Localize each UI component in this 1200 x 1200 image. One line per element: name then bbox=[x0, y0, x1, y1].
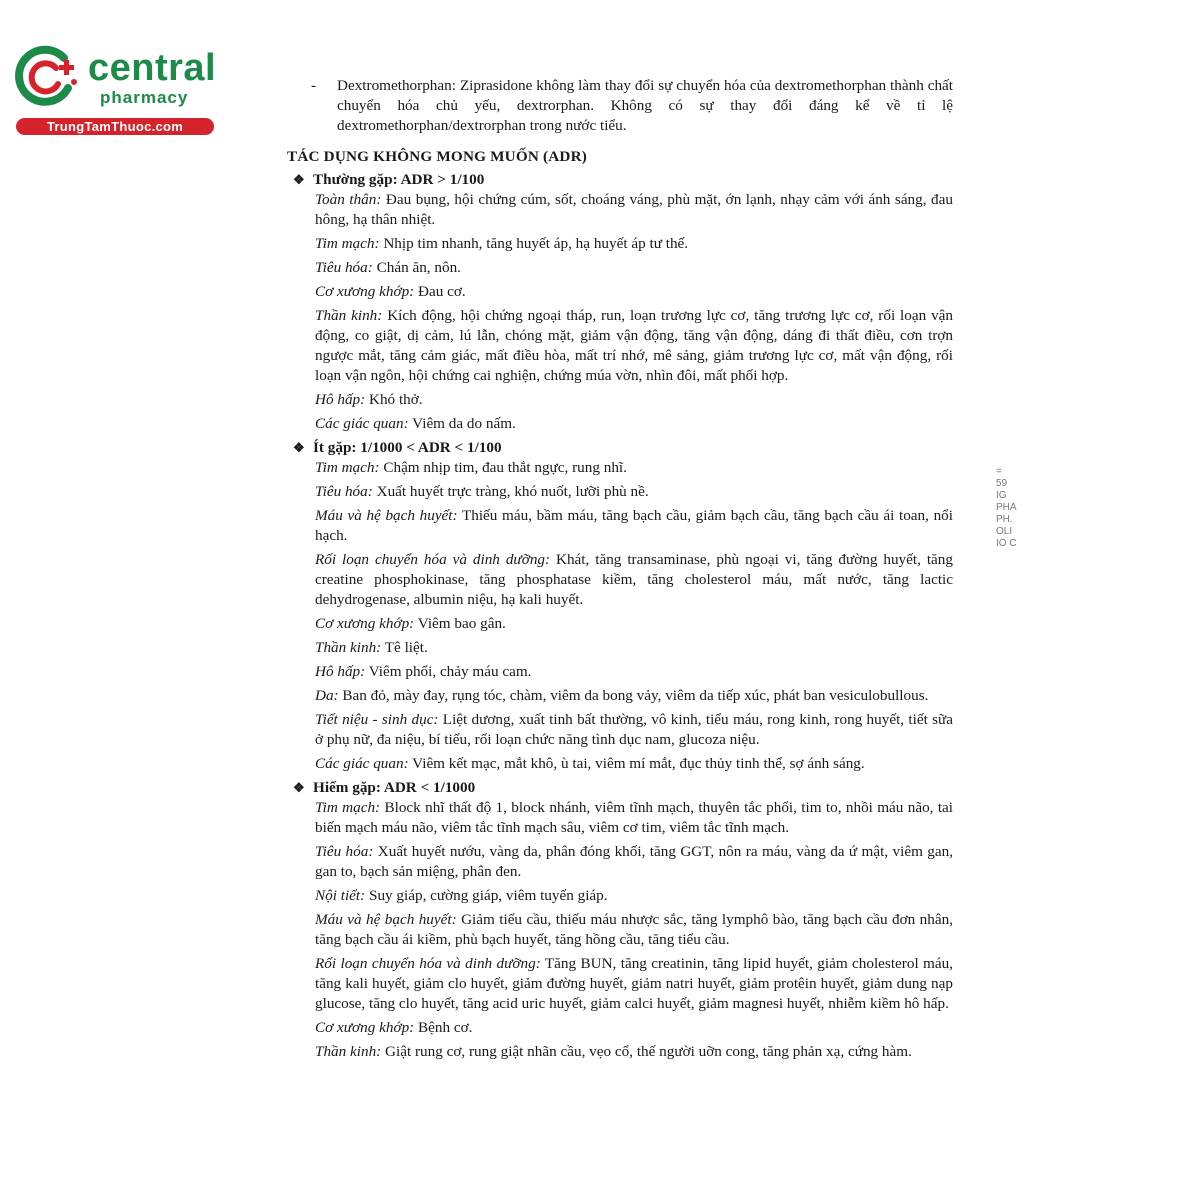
adr-entry bbox=[315, 506, 953, 546]
frequency-title: Ít gặp: 1/1000 < ADR < 1/100 bbox=[313, 439, 502, 456]
adr-entry bbox=[315, 614, 953, 634]
adr-effects-text: Viêm da do nấm. bbox=[408, 415, 516, 432]
organ-system-label: Cơ xương khớp: bbox=[315, 1019, 415, 1036]
adr-entry bbox=[315, 258, 953, 278]
stamp-fragment: = bbox=[996, 466, 1002, 477]
central-pharmacy-logo-icon bbox=[12, 40, 84, 112]
adr-effects-text: Block nhĩ thất độ 1, block nhánh, viêm tĩnh mạch, thuyên tắc phổi, tim to, nhồi máu não, tai biến mạch máu não, viêm tắc tĩnh mạch sâu, viêm cơ tim, viêm tắc tĩnh mạch. bbox=[315, 799, 954, 836]
organ-system-label: Thần kinh: bbox=[315, 639, 382, 656]
logo-subtitle: pharmacy bbox=[100, 88, 189, 107]
organ-system-label: Hô hấp: bbox=[315, 391, 366, 408]
stamp-fragment: IỒ C bbox=[996, 538, 1017, 549]
adr-entry bbox=[315, 842, 953, 882]
adr-sections bbox=[287, 170, 953, 1062]
organ-system-label: Nội tiết: bbox=[315, 887, 366, 904]
stamp-fragment: IG bbox=[996, 490, 1007, 501]
diamond-bullet-icon: ❖ bbox=[293, 440, 305, 455]
frequency-title: Thường gặp: ADR > 1/100 bbox=[313, 171, 485, 188]
logo-website-banner[interactable]: TrungTamThuoc.com bbox=[16, 118, 214, 135]
brand-logo[interactable] bbox=[8, 36, 223, 136]
adr-effects-text: Khó thở. bbox=[365, 391, 423, 408]
adr-effects-text: Ban đỏ, mày đay, rụng tóc, chàm, viêm da bong vảy, viêm da tiếp xúc, phát ban vesiculobullous. bbox=[338, 687, 929, 704]
stamp-fragment: OLI bbox=[996, 526, 1013, 537]
adr-entry bbox=[315, 798, 953, 838]
organ-system-label: Tiêu hóa: bbox=[315, 843, 374, 860]
adr-effects-text: Nhịp tim nhanh, tăng huyết áp, hạ huyết áp tư thế. bbox=[379, 235, 689, 252]
organ-system-label: Cơ xương khớp: bbox=[315, 615, 415, 632]
organ-system-label: Rối loạn chuyển hóa và dinh dưỡng: bbox=[315, 955, 541, 972]
diamond-bullet-icon: ❖ bbox=[293, 172, 305, 187]
adr-entry bbox=[315, 306, 953, 386]
adr-entry bbox=[315, 1018, 953, 1038]
dash-marker: - bbox=[311, 77, 317, 94]
organ-system-label: Các giác quan: bbox=[315, 755, 409, 772]
organ-system-label: Tiêu hóa: bbox=[315, 483, 373, 500]
adr-entry bbox=[315, 550, 953, 610]
organ-system-label: Da: bbox=[315, 687, 339, 704]
section-heading: TÁC DỤNG KHÔNG MONG MUỐN (ADR) bbox=[287, 148, 588, 165]
organ-system-label: Toàn thân: bbox=[315, 191, 382, 208]
adr-effects-text: Bệnh cơ. bbox=[414, 1019, 473, 1036]
frequency-subheading bbox=[293, 170, 953, 190]
adr-effects-text: Kích động, hội chứng ngoại tháp, run, loạn trương lực cơ, tăng trương lực cơ, rối loạn vận động, co giật, dị cảm, lú lẫn, chóng mặt, giảm vận động, tăng vận động, dáng đi thất điều, cơn trợn ngược mắt, tăng cảm giác, mất điều hòa, mất trí nhớ, mê sảng, giảm trương lực cơ, mất vận động, rối loạn vận ngôn, hội chứng cai nghiện, chứng múa vờn, nhìn đôi, mất phối hợp. bbox=[315, 307, 954, 384]
adr-entry bbox=[315, 234, 953, 254]
adr-effects-text: Giật rung cơ, rung giật nhãn cầu, vẹo cổ, thế người uỡn cong, tăng phản xạ, cứng hàm. bbox=[381, 1043, 912, 1060]
logo-name: central bbox=[88, 47, 217, 89]
organ-system-label: Thần kinh: bbox=[315, 307, 383, 324]
frequency-title: Hiếm gặp: ADR < 1/1000 bbox=[313, 779, 476, 796]
organ-system-label: Tim mạch: bbox=[315, 459, 380, 476]
frequency-subheading bbox=[293, 778, 953, 798]
adr-entry bbox=[315, 458, 953, 478]
adr-effects-text: Chán ăn, nôn. bbox=[372, 259, 461, 276]
adr-entry bbox=[315, 390, 953, 410]
document-body bbox=[287, 76, 953, 1066]
adr-effects-text: Viêm bao gân. bbox=[414, 615, 506, 632]
adr-effects-text: Xuất huyết nướu, vàng da, phân đóng khối, tăng GGT, nôn ra máu, vàng da ứ mật, viêm gan, gan to, bạch sản miệng, phân đen. bbox=[315, 843, 953, 880]
organ-system-label: Tiết niệu - sinh dục: bbox=[315, 711, 439, 728]
adr-effects-text: Chậm nhịp tim, đau thắt ngực, rung nhĩ. bbox=[379, 459, 627, 476]
organ-system-label: Hô hấp: bbox=[315, 663, 366, 680]
adr-effects-text: Đau bụng, hội chứng cúm, sốt, choáng váng, phù mặt, ớn lạnh, nhạy cảm với ánh sáng, đau hông, hạ thân nhiệt. bbox=[315, 191, 953, 228]
adr-effects-text: Tăng BUN, tăng creatinin, tăng lipid huyết, giảm cholesterol máu, tăng kali huyết, giảm clo huyết, giảm đường huyết, giảm natri huyết, giảm protêin huyết, giảm dung nạp glucose, tăng clo huyết, tăng acid uric huyết, giảm calci huyết, giảm magnesi huyết, nhiễm kiềm hô hấp. bbox=[315, 955, 953, 1012]
adr-entry bbox=[315, 282, 953, 302]
adr-entry bbox=[315, 414, 953, 434]
adr-effects-text: Liệt dương, xuất tinh bất thường, vô kinh, tiểu máu, rong kinh, rong huyết, tiết sữa ở phụ nữ, đa niệu, bí tiểu, rối loạn chức năng tình dục nam, glucoza niệu. bbox=[315, 711, 953, 748]
diamond-bullet-icon: ❖ bbox=[293, 780, 305, 795]
interaction-text: Dextromethorphan: Ziprasidone không làm thay đổi sự chuyển hóa của dextromethorphan thành chất chuyển hóa chủ yếu, dextrorphan. Không có sự thay đổi đáng kể về tỉ lệ dextromethorphan/dextrorphan trong nước tiểu. bbox=[337, 77, 953, 134]
adr-effects-text: Viêm phổi, chảy máu cam. bbox=[365, 663, 532, 680]
adr-entry bbox=[315, 754, 953, 774]
organ-system-label: Cơ xương khớp: bbox=[315, 283, 415, 300]
organ-system-label: Thần kinh: bbox=[315, 1043, 382, 1060]
adr-entry bbox=[315, 638, 953, 658]
organ-system-label: Các giác quan: bbox=[315, 415, 409, 432]
adr-entry bbox=[315, 662, 953, 682]
adr-entry bbox=[315, 710, 953, 750]
adr-effects-text: Xuất huyết trực tràng, khó nuốt, lưỡi phù nề. bbox=[372, 483, 649, 500]
stamp-fragment: 59 bbox=[996, 478, 1008, 489]
adr-effects-text: Đau cơ. bbox=[414, 283, 466, 300]
adr-entry bbox=[315, 482, 953, 502]
adr-entry bbox=[315, 190, 953, 230]
organ-system-label: Tiêu hóa: bbox=[315, 259, 373, 276]
organ-system-label: Rối loạn chuyển hóa và dinh dưỡng: bbox=[315, 551, 551, 568]
adr-effects-text: Viêm kết mạc, mắt khô, ù tai, viêm mí mắt, đục thủy tinh thể, sợ ánh sáng. bbox=[408, 755, 865, 772]
adr-effects-text: Thiếu máu, bầm máu, tăng bạch cầu, giảm bạch cầu, tăng bạch cầu ái toan, nổi hạch. bbox=[315, 507, 953, 544]
organ-system-label: Tim mạch: bbox=[315, 235, 380, 252]
stamp-fragment: PH. bbox=[996, 514, 1013, 525]
adr-entry bbox=[315, 954, 953, 1014]
adr-entry bbox=[315, 910, 953, 950]
adr-effects-text: Suy giáp, cường giáp, viêm tuyến giáp. bbox=[365, 887, 608, 904]
adr-entry bbox=[315, 686, 953, 706]
organ-system-label: Máu và hệ bạch huyết: bbox=[315, 507, 458, 524]
adr-effects-text: Khát, tăng transaminase, phù ngoại vi, tăng đường huyết, tăng creatine phosphokinase, tăng phosphatase kiềm, tăng cholesterol máu, mất nước, tăng lactic dehydrogenase, albumin niệu, hạ kali huyết. bbox=[315, 551, 953, 608]
adr-entry bbox=[315, 886, 953, 906]
stamp-fragment: PHẢ bbox=[996, 502, 1017, 513]
adr-effects-text: Giảm tiểu cầu, thiếu máu nhược sắc, tăng lymphô bào, tăng bạch cầu đơn nhân, tăng bạch cầu ái kiềm, phù bạch huyết, tăng hồng cầu, tăng tiểu cầu. bbox=[315, 911, 953, 948]
adr-effects-text: Tê liệt. bbox=[381, 639, 428, 656]
interaction-item bbox=[287, 76, 953, 136]
organ-system-label: Tim mạch: bbox=[315, 799, 381, 816]
organ-system-label: Máu và hệ bạch huyết: bbox=[315, 911, 457, 928]
frequency-subheading bbox=[293, 438, 953, 458]
adr-entry bbox=[315, 1042, 953, 1062]
margin-stamp-artifact bbox=[996, 466, 1024, 550]
